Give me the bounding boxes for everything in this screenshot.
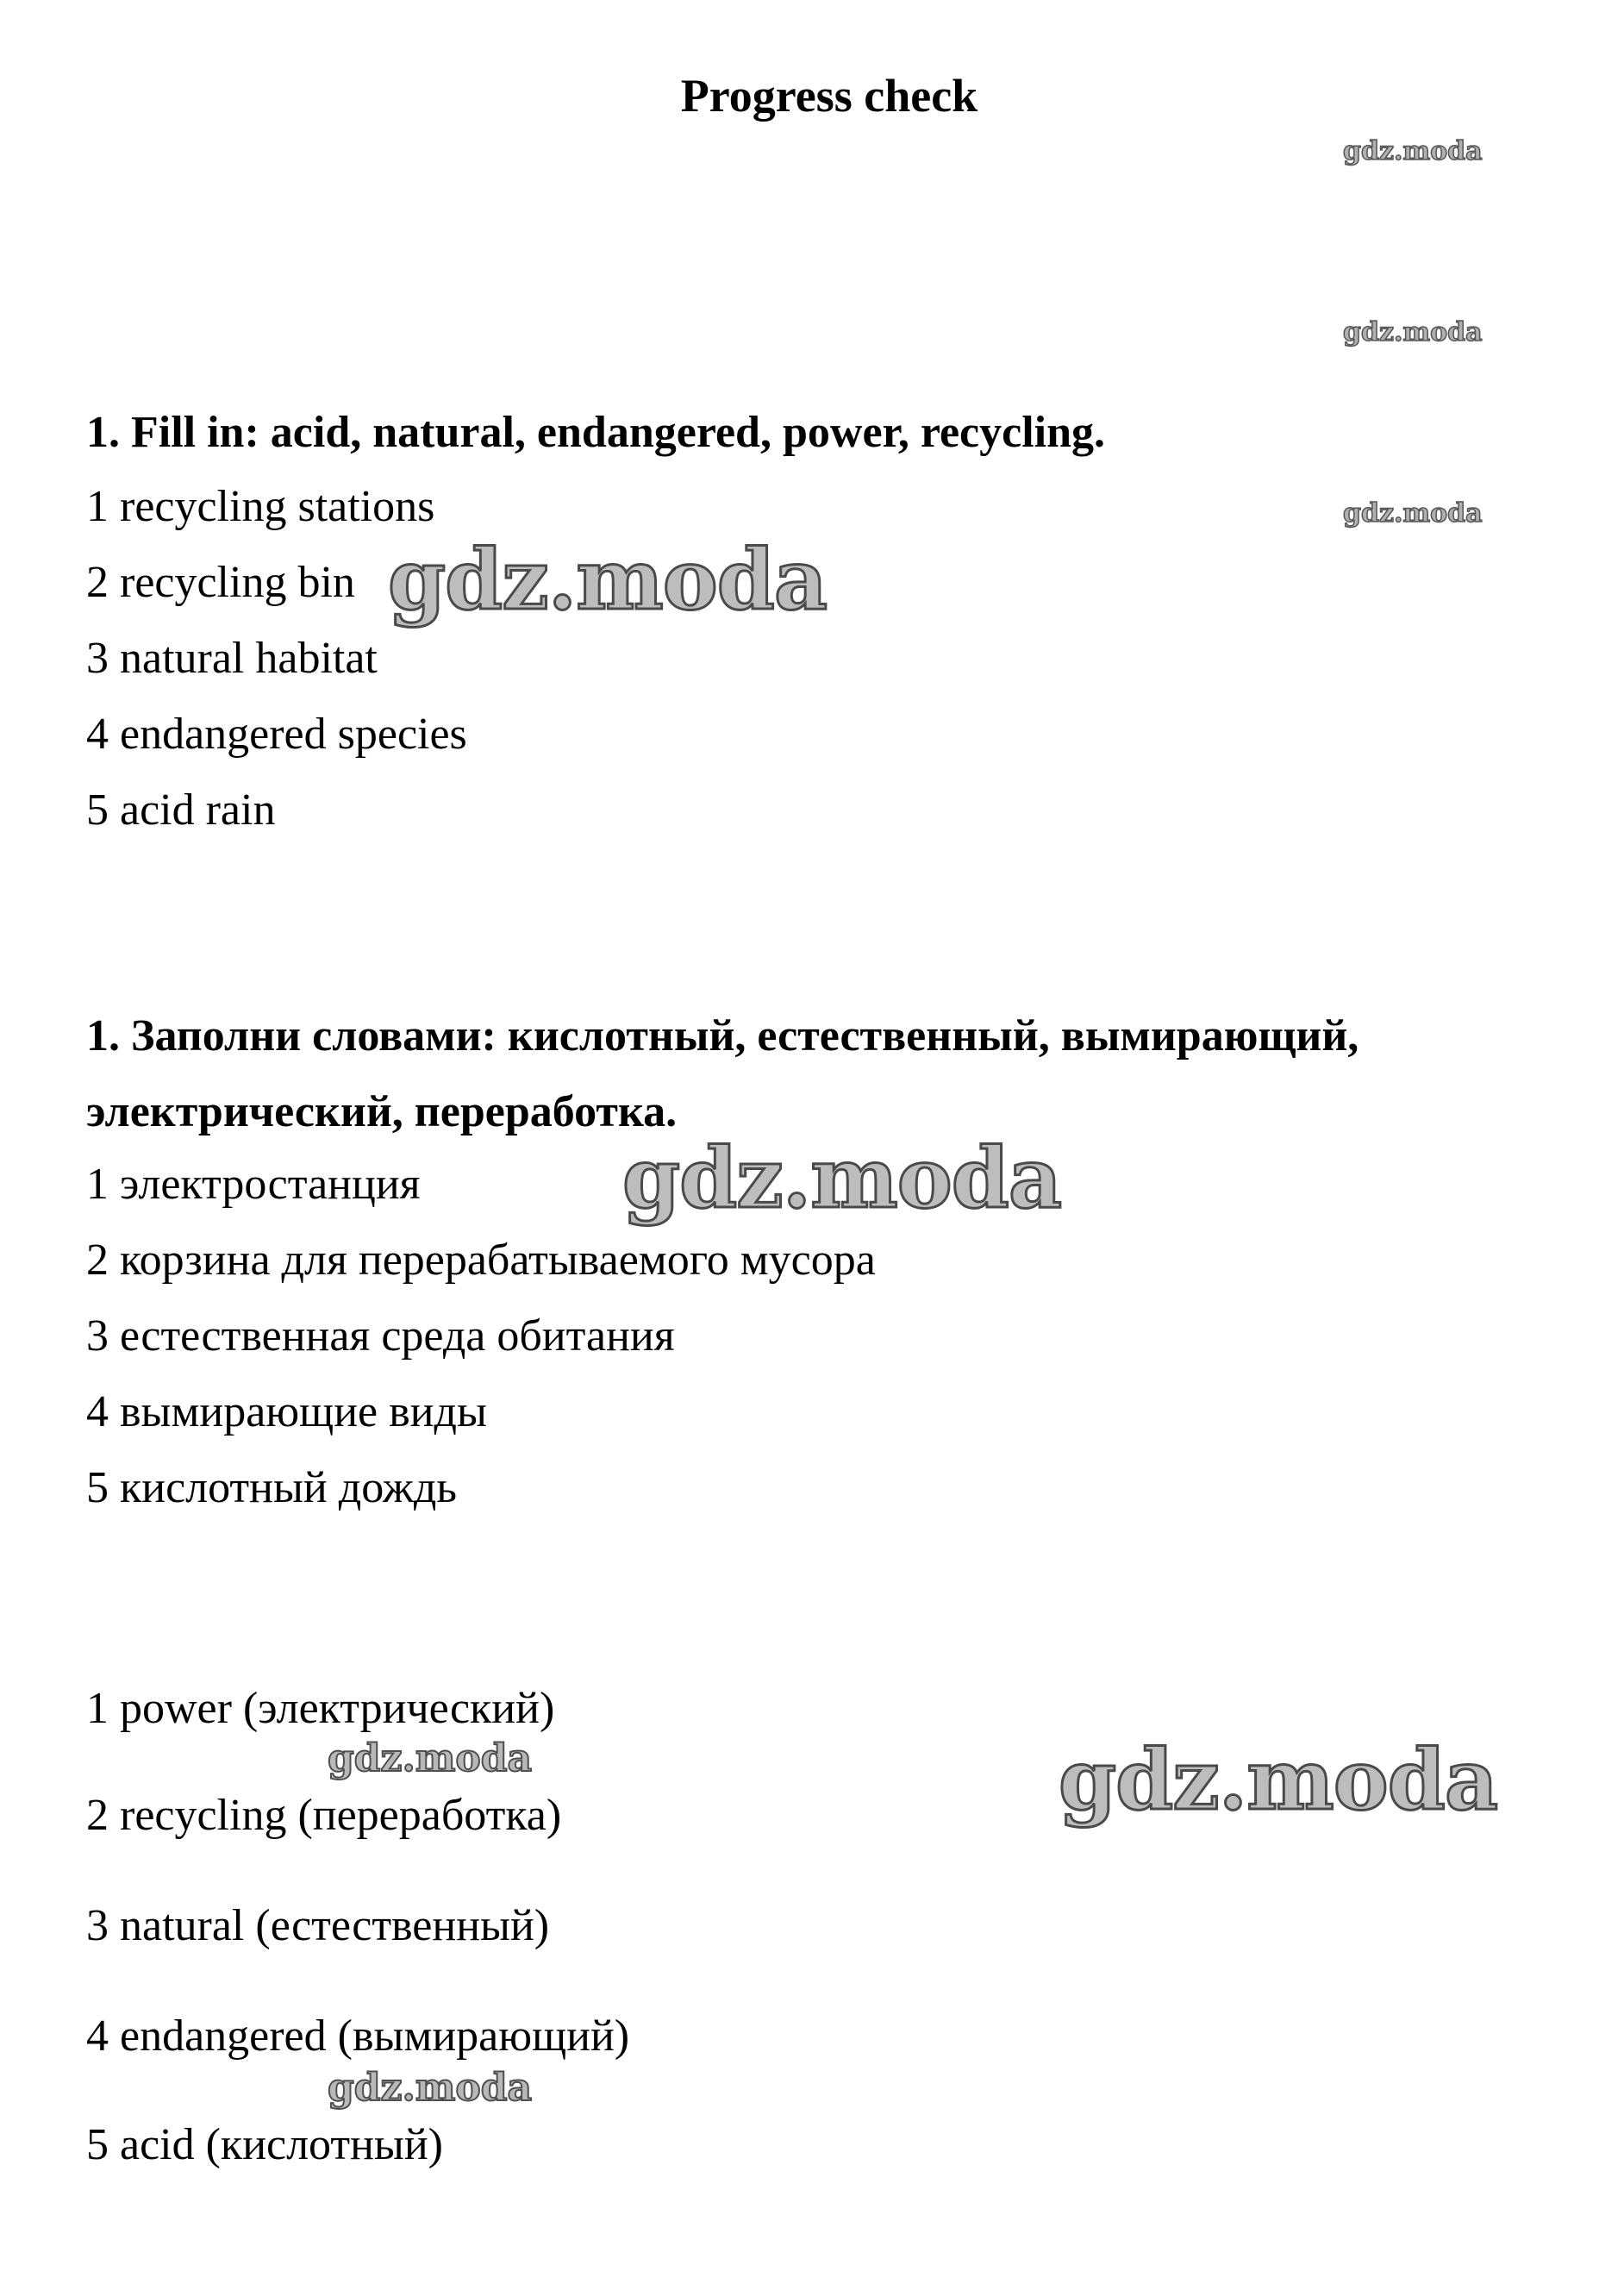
list-item: 3 естественная среда обитания [86, 1311, 675, 1361]
answer-item: 1 power (электрический) [86, 1684, 555, 1733]
watermark: gdz.moda [388, 531, 828, 629]
list-item: 4 вымирающие виды [86, 1387, 487, 1436]
list-item: 5 acid rain [86, 785, 276, 835]
list-item: 2 recycling bin [86, 558, 355, 607]
watermark: gdz.moda [1343, 136, 1483, 166]
list-item: 5 кислотный дождь [86, 1463, 458, 1512]
watermark: gdz.moda [1343, 498, 1483, 529]
watermark: gdz.moda [1343, 317, 1483, 347]
watermark: gdz.moda [622, 1129, 1062, 1227]
list-item: 4 endangered species [86, 710, 467, 759]
answer-item: 4 endangered (вымирающий) [86, 2011, 630, 2061]
list-item: 3 natural habitat [86, 634, 378, 683]
page-title: Progress check [680, 70, 978, 122]
section-heading-ru-cont: электрический, переработка. [86, 1087, 678, 1136]
list-item: 1 электростанция [86, 1160, 421, 1209]
list-item: 2 корзина для перерабатываемого мусора [86, 1236, 876, 1285]
answer-item: 5 acid (кислотный) [86, 2120, 443, 2169]
list-item: 1 recycling stations [86, 482, 435, 531]
watermark: gdz.moda [1059, 1731, 1498, 1829]
answer-item: 2 recycling (переработка) [86, 1791, 562, 1840]
watermark: gdz.moda [328, 1736, 533, 1780]
watermark: gdz.moda [328, 2066, 533, 2110]
section-heading-ru: 1. Заполни словами: кислотный, естественный, вымирающий, [86, 1011, 1359, 1060]
section-heading-en: 1. Fill in: acid, natural, endangered, power, recycling. [86, 408, 1106, 457]
answer-item: 3 natural (естественный) [86, 1901, 550, 1950]
